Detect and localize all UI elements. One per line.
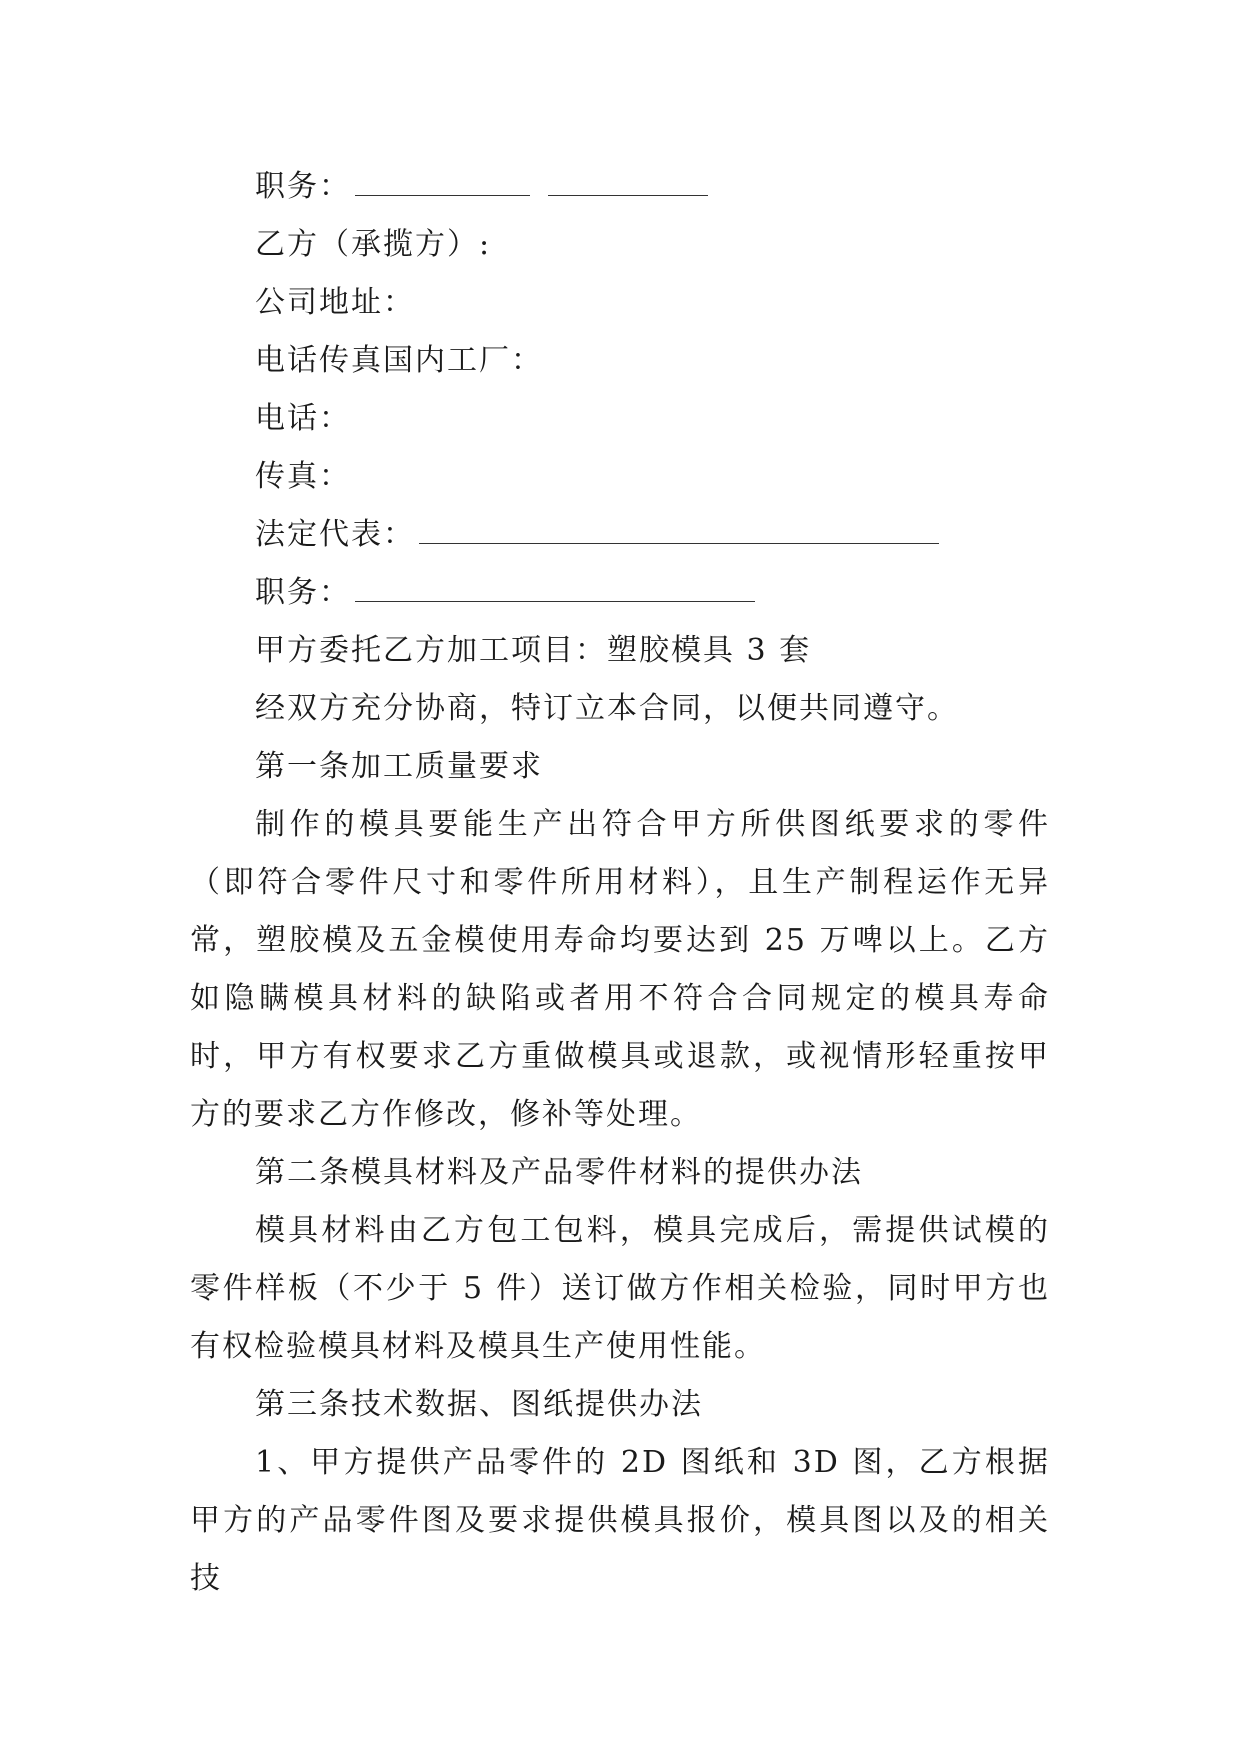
company-address-field: 公司地址： [255, 285, 415, 320]
agreement-line: 经双方充分协商，特订立本合同，以便共同遵守。 [255, 691, 959, 726]
legal-rep-blank [419, 519, 939, 544]
article-2-body: 模具材料由乙方包工包料，模具完成后，需提供试模的零件样板（不少于 5 件）送订做方作相关检验，同时甲方也有权检验模具材料及模具生产使用性能。 [190, 1213, 1050, 1364]
project-line: 甲方委托乙方加工项目：塑胶模具 3 套 [255, 633, 812, 668]
position-blank-b [548, 171, 708, 196]
legal-rep-field [190, 506, 1050, 564]
position-blank-a [355, 171, 530, 196]
article-3-body: 1、甲方提供产品零件的 2D 图纸和 3D 图，乙方根据甲方的产品零件图及要求提供模具报价，模具图以及的相关技 [190, 1445, 1050, 1596]
fax-field: 传真： [255, 459, 351, 494]
legal-rep-label: 法定代表： [255, 517, 415, 552]
position-field-1 [190, 158, 1050, 216]
article-2-heading: 第二条模具材料及产品零件材料的提供办法 [255, 1155, 863, 1190]
article-3-heading: 第三条技术数据、图纸提供办法 [255, 1387, 703, 1422]
position-blank-c [355, 577, 755, 602]
article-1-body: 制作的模具要能生产出符合甲方所供图纸要求的零件（即符合零件尺寸和零件所用材料），且生产制程运作无异常，塑胶模及五金模使用寿命均要达到 25 万啤以上。乙方如隐瞒模具材料的缺陷或者用不符合合同规定的模具寿命时，甲方有权要求乙方重做模具或退款，或视情形轻重按甲方的要求乙方作修改，修补等处理。 [190, 807, 1050, 1132]
phone-fax-factory-field: 电话传真国内工厂： [255, 343, 543, 378]
position-label: 职务： [255, 169, 351, 204]
phone-field: 电话： [255, 401, 351, 436]
position-label: 职务： [255, 575, 351, 610]
party-b-title: 乙方（承揽方）: [255, 227, 492, 262]
article-1-heading: 第一条加工质量要求 [255, 749, 543, 784]
document-body [190, 158, 1050, 1608]
position-field-2 [190, 564, 1050, 622]
